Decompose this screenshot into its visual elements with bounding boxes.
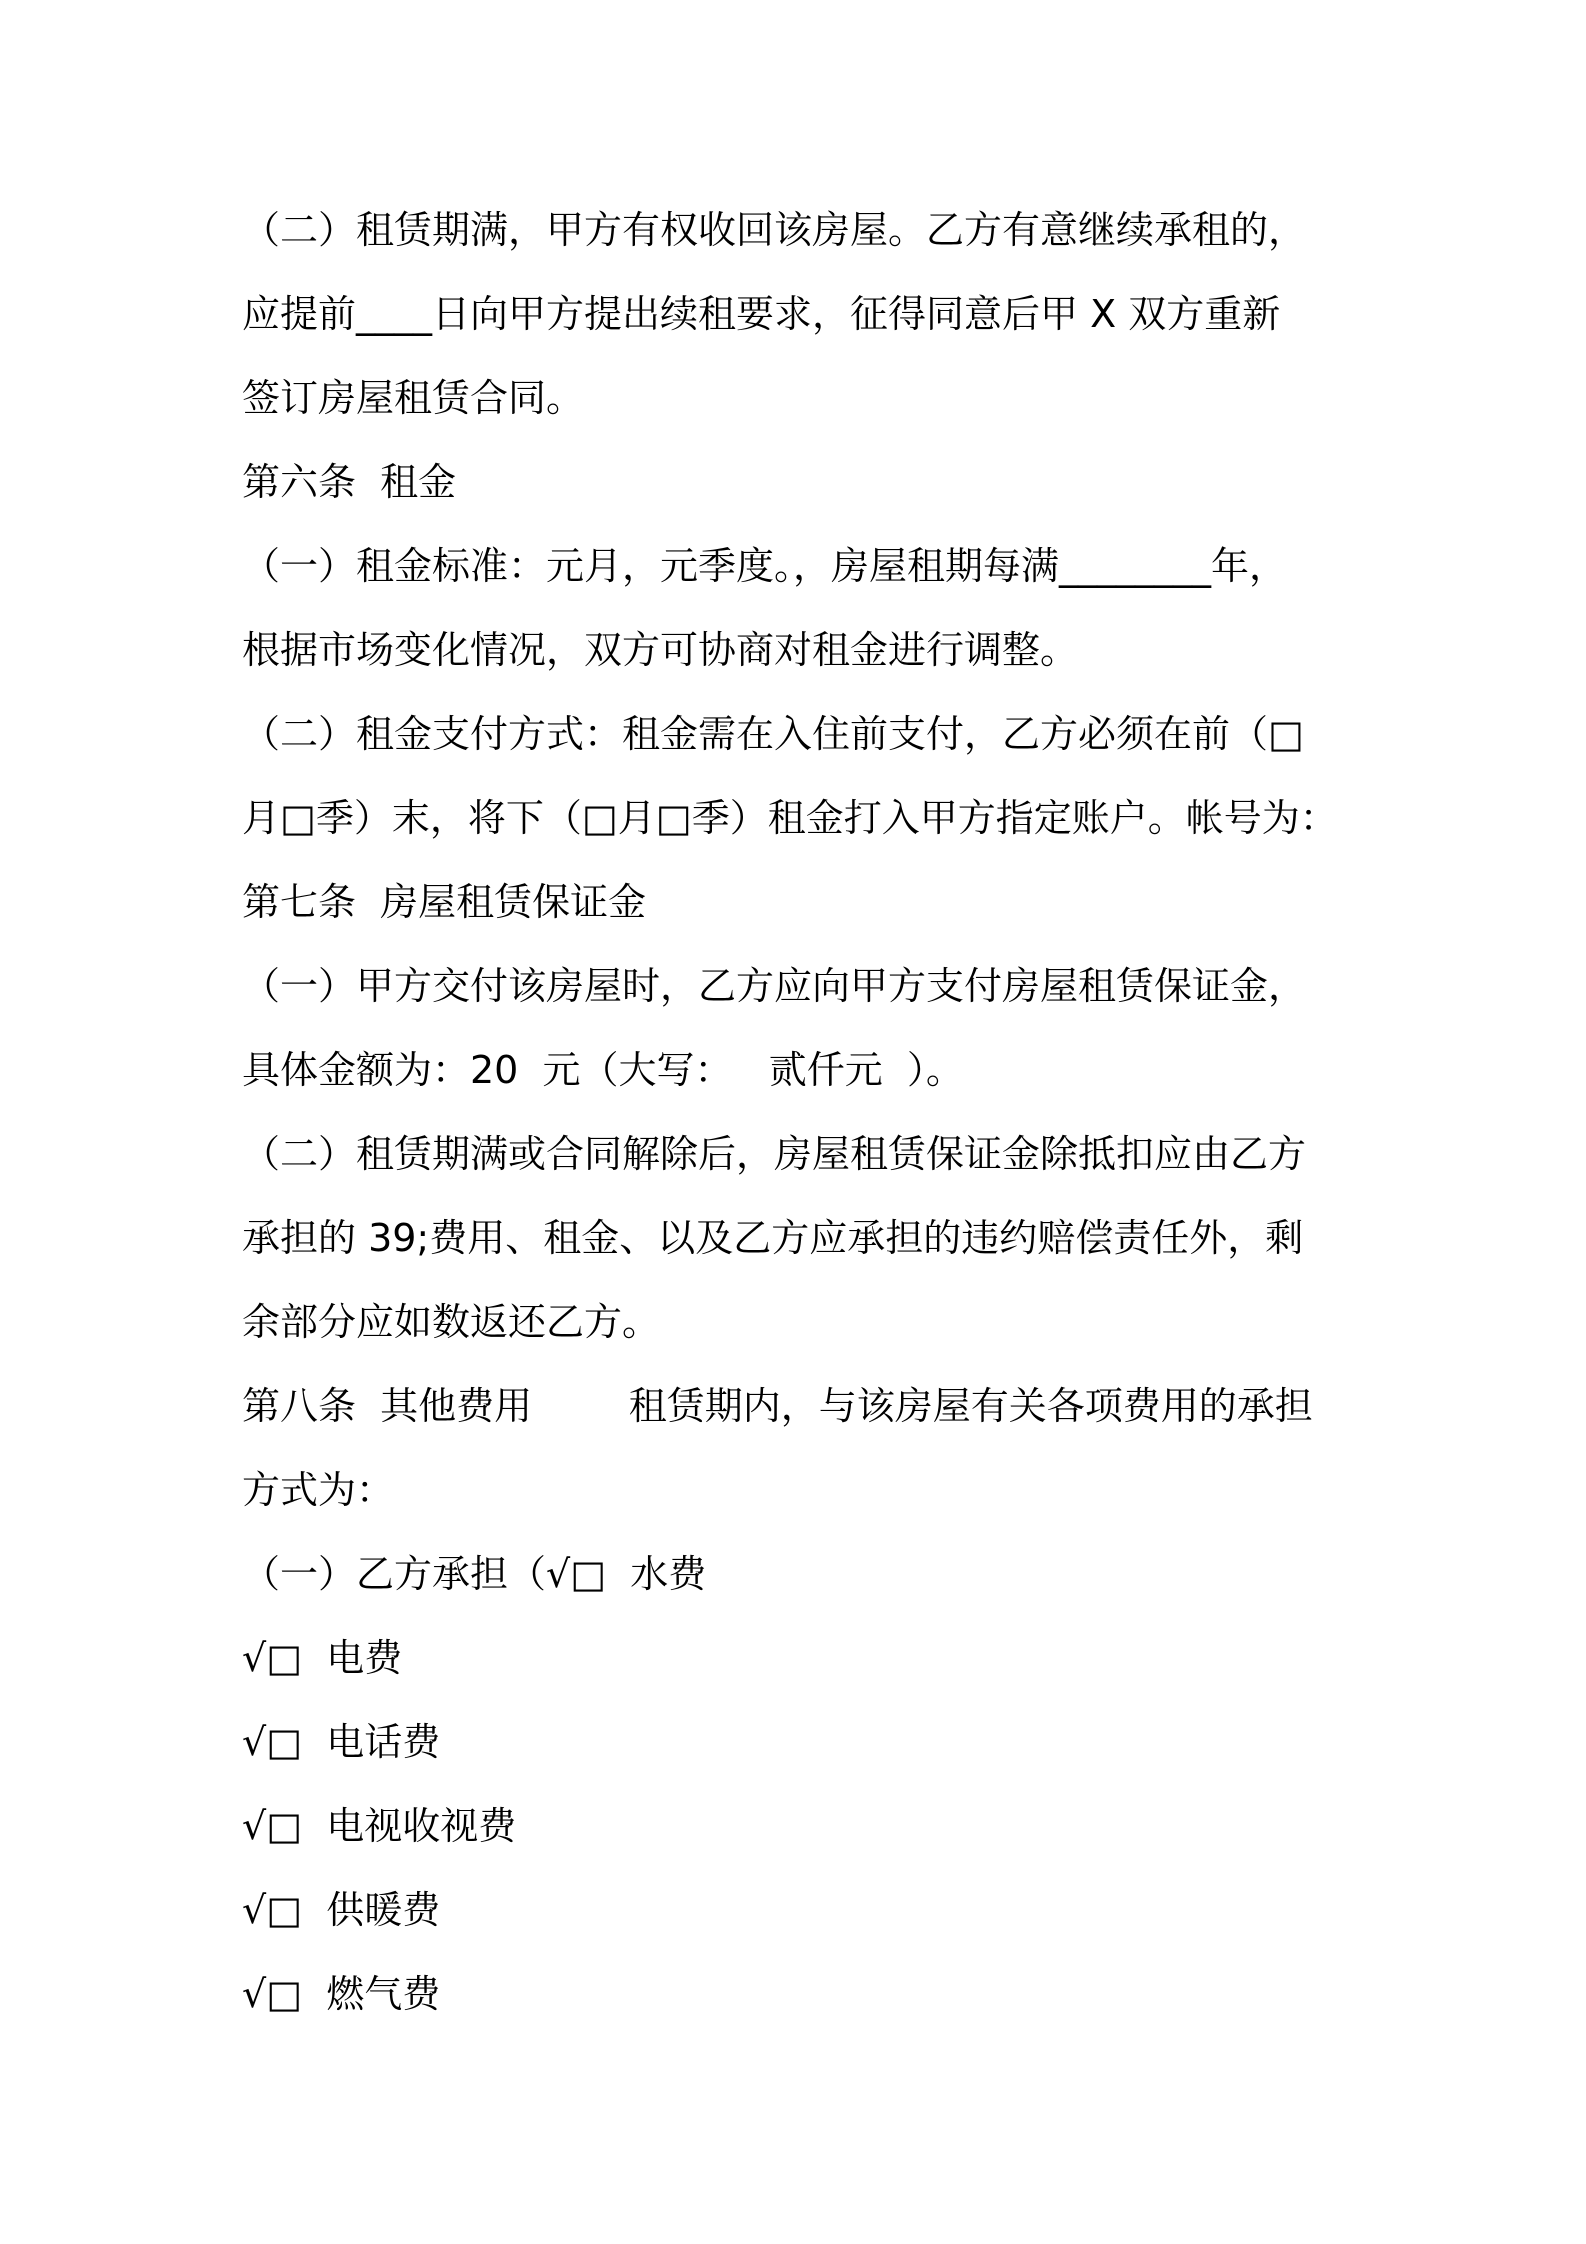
section-heading: 第七条 房屋租赁保证金 <box>242 880 647 924</box>
text-line: 应提前____日向甲方提出续租要求，征得同意后甲 X 双方重新 <box>242 292 1281 336</box>
section-heading: 第八条 其他费用 租赁期内，与该房屋有关各项费用的承担 <box>242 1384 1313 1428</box>
text-line: （二）租赁期满，甲方有权收回该房屋。乙方有意继续承租的， <box>242 208 1307 252</box>
checklist-item: √□ 供暖费 <box>242 1888 441 1932</box>
checklist-item: （一）乙方承担（√□ 水费 <box>242 1552 707 1596</box>
text-line: （二）租赁期满或合同解除后，房屋租赁保证金除抵扣应由乙方 <box>242 1132 1307 1176</box>
section-heading: 第六条 租金 <box>242 460 457 504</box>
text-line: （一）租金标准：元月，元季度。，房屋租期每满________年， <box>242 544 1288 588</box>
text-line: 签订房屋租赁合同。 <box>242 376 585 420</box>
checklist-item: √□ 电费 <box>242 1636 403 1680</box>
text-line: 方式为： <box>242 1468 395 1512</box>
text-line: 承担的 39;费用、租金、以及乙方应承担的违约赔偿责任外，剩 <box>242 1216 1304 1260</box>
checklist-item: √□ 电视收视费 <box>242 1804 517 1848</box>
checklist-item: √□ 电话费 <box>242 1720 441 1764</box>
text-line: （二）租金支付方式：租金需在入住前支付，乙方必须在前（□ <box>242 712 1304 756</box>
checklist-item: √□ 燃气费 <box>242 1972 441 2016</box>
text-line: 根据市场变化情况，双方可协商对租金进行调整。 <box>242 628 1079 672</box>
text-line: 具体金额为：20 元（大写： 贰仟元 ）。 <box>242 1048 964 1092</box>
text-line: 月□季）末，将下（□月□季）租金打入甲方指定账户。帐号为： <box>242 796 1338 840</box>
text-line: 余部分应如数返还乙方。 <box>242 1300 661 1344</box>
text-line: （一）甲方交付该房屋时，乙方应向甲方支付房屋租赁保证金， <box>242 964 1307 1008</box>
